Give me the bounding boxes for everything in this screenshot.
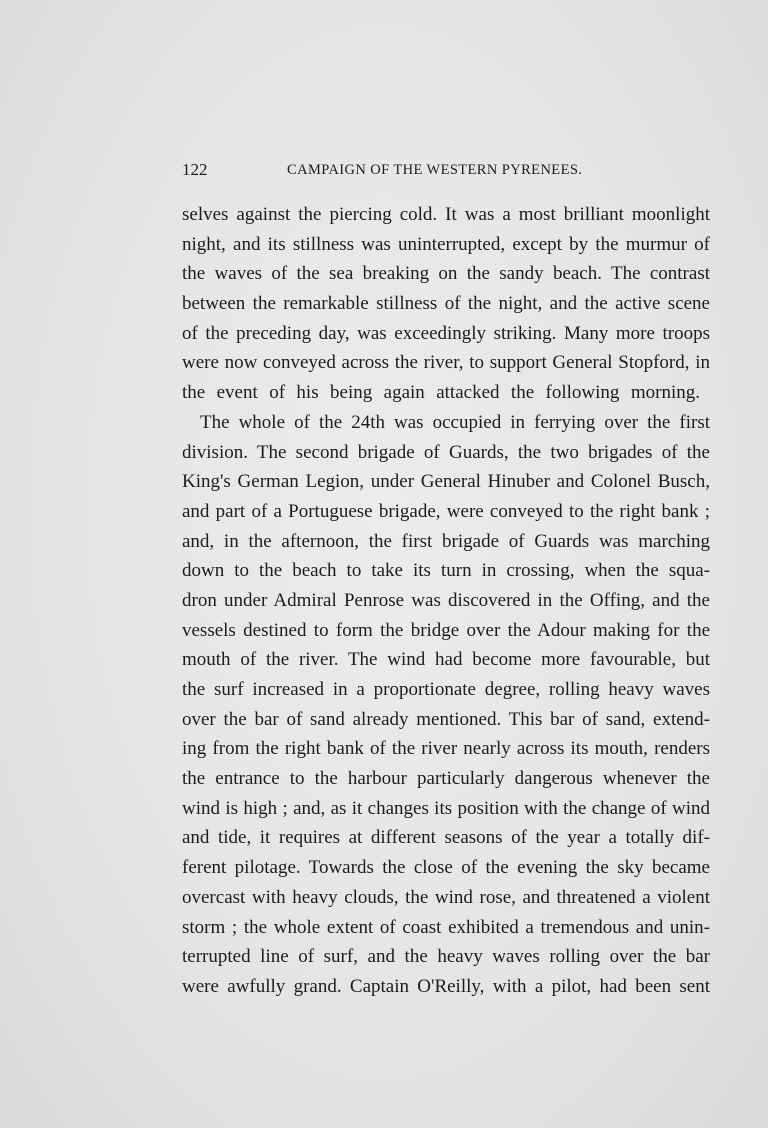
page-number: 122: [182, 160, 208, 179]
text-line: and, in the afternoon, the first brigade of Guards was marching: [182, 530, 710, 552]
text-line: dron under Admiral Penrose was discovered in the Offing, and the: [182, 589, 710, 611]
page-header: [182, 160, 710, 184]
text-line: and tide, it requires at different seasons of the year a totally dif-: [182, 827, 710, 849]
text-line: mouth of the river. The wind had become more favourable, but: [182, 649, 710, 671]
text-line: over the bar of sand already mentioned. This bar of sand, extend-: [182, 708, 710, 730]
text-line: between the remarkable stillness of the night, and the active scene: [182, 293, 710, 315]
running-title: CAMPAIGN OF THE WESTERN PYRENEES.: [287, 162, 583, 178]
paragraph-start-line: The whole of the 24th was occupied in ferrying over the first: [200, 411, 710, 433]
text-line: King's German Legion, under General Hinuber and Colonel Busch,: [182, 471, 710, 493]
text-line: overcast with heavy clouds, the wind rose, and threatened a violent: [182, 886, 710, 908]
text-line: were awfully grand. Captain O'Reilly, with a pilot, had been sent: [182, 975, 710, 997]
text-line: ing from the right bank of the river nearly across its mouth, renders: [182, 738, 710, 760]
text-line: storm ; the whole extent of coast exhibited a tremendous and unin-: [182, 916, 710, 938]
text-line: ferent pilotage. Towards the close of the evening the sky became: [182, 857, 710, 879]
text-line: and part of a Portuguese brigade, were conveyed to the right bank ;: [182, 500, 710, 522]
text-line: the surf increased in a proportionate degree, rolling heavy waves: [182, 679, 710, 700]
text-line: night, and its stillness was uninterrupted, except by the murmur of: [182, 233, 710, 255]
text-line: the entrance to the harbour particularly dangerous whenever the: [182, 768, 710, 790]
body-text: [182, 200, 710, 1002]
text-line: selves against the piercing cold. It was a most brilliant moonlight: [182, 204, 710, 225]
text-line: division. The second brigade of Guards, the two brigades of the: [182, 441, 710, 463]
text-line: the event of his being again attacked the following morning.: [182, 382, 700, 404]
text-line: of the preceding day, was exceedingly striking. Many more troops: [182, 322, 710, 344]
text-line: wind is high ; and, as it changes its position with the change of wind: [182, 797, 710, 819]
text-line: down to the beach to take its turn in crossing, when the squa-: [182, 560, 710, 582]
text-line: terrupted line of surf, and the heavy waves rolling over the bar: [182, 946, 710, 968]
text-line: the waves of the sea breaking on the sandy beach. The contrast: [182, 263, 710, 285]
text-line: vessels destined to form the bridge over the Adour making for the: [182, 619, 710, 641]
text-line: were now conveyed across the river, to support General Stopford, in: [182, 352, 710, 374]
